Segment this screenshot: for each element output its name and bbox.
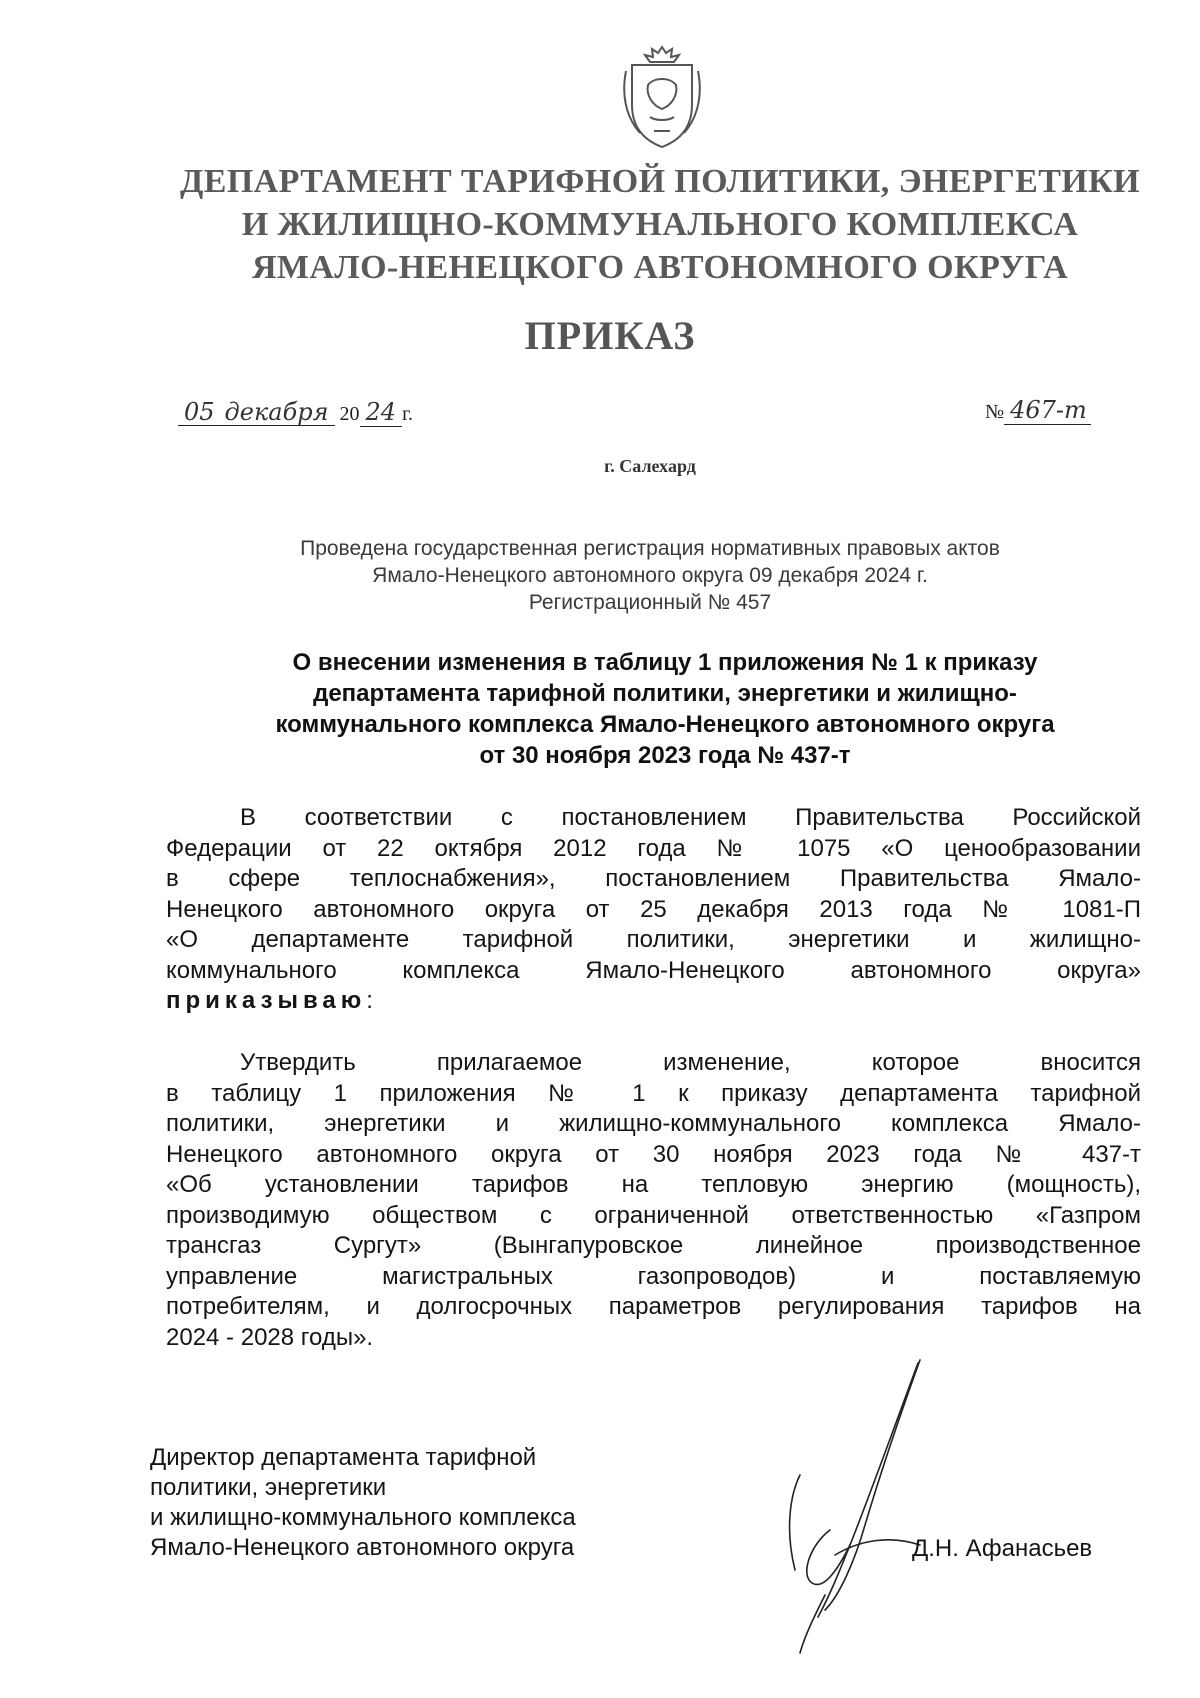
preamble-paragraph — [166, 803, 1141, 1017]
paragraph-line: 2024 - 2028 годы». — [166, 1323, 374, 1351]
subject-line: коммунального комплекса Ямало-Ненецкого автономного округа — [275, 711, 1055, 738]
order-date — [178, 398, 413, 426]
paragraph-line: Утвердить прилагаемое изменение, которое вносится — [240, 1049, 1141, 1076]
order-subject — [150, 647, 1180, 771]
order-number — [985, 396, 1091, 424]
registration-line: Ямало-Ненецкого автономного округа 09 декабря 2024 г. — [372, 564, 928, 587]
paragraph-line: коммунального комплекса Ямало-Ненецкого автономного округа» — [166, 956, 1141, 984]
paragraph-line: «О департаменте тарифной политики, энергетики и жилищно- — [166, 926, 1141, 953]
paragraph-line: политики, энергетики и жилищно-коммунального комплекса Ямало- — [166, 1110, 1141, 1137]
signatory-title-line: политики, энергетики — [150, 1474, 387, 1501]
signatory-title-line: и жилищно-коммунального комплекса — [150, 1504, 576, 1531]
paragraph-line: потребителям, и долгосрочных параметров регулирования тарифов на — [166, 1293, 1141, 1320]
date-month: декабря — [224, 398, 329, 426]
paragraph-line: в сфере теплоснабжения», постановлением Правительства Ямало- — [166, 865, 1141, 892]
number-prefix: № — [985, 401, 1005, 423]
date-year-suffix: 24 — [360, 398, 403, 427]
directive-punct: : — [366, 987, 373, 1014]
department-name — [120, 160, 1200, 289]
signatory-title-line: Директор департамента тарифной — [150, 1444, 537, 1471]
handwritten-signature — [770, 1355, 940, 1655]
paragraph-line: «Об установлении тарифов на тепловую энергию (мощность), — [166, 1171, 1141, 1198]
number-value: 467-т — [1004, 396, 1091, 425]
directive-line — [166, 986, 1141, 1017]
registration-line: Проведена государственная регистрация нормативных правовых актов — [300, 537, 1000, 560]
signatory-name: Д.Н. Афанасьев — [912, 1535, 1093, 1562]
paragraph-line: трансгаз Сургут» (Вынгапуровское линейное производственное — [166, 1232, 1141, 1259]
registration-note — [150, 535, 1150, 616]
paragraph-line: Федерации от 22 октября 2012 года № 1075 «О ценообразовании — [166, 834, 1141, 862]
date-suffix: г. — [402, 403, 414, 425]
date-year-prefix: 20 — [339, 403, 360, 425]
document-type-title: ПРИКАЗ — [524, 313, 696, 358]
paragraph-line: в таблицу 1 приложения № 1 к приказу департамента тарифной — [166, 1079, 1141, 1107]
subject-line: от 30 ноября 2023 года № 437-т — [479, 742, 851, 769]
signatory-title — [150, 1443, 576, 1563]
department-line: И ЖИЛИЩНО-КОММУНАЛЬНОГО КОМПЛЕКСА — [241, 206, 1079, 243]
operative-paragraph — [166, 1048, 1141, 1353]
subject-line: О внесении изменения в таблицу 1 приложения № 1 к приказу — [292, 649, 1038, 676]
paragraph-line: Ненецкого автономного округа от 30 ноября 2023 года № 437-т — [166, 1140, 1141, 1168]
subject-line: департамента тарифной политики, энергетики и жилищно- — [313, 680, 1017, 707]
city: г. Салехард — [604, 456, 696, 476]
registration-line: Регистрационный № 457 — [528, 591, 772, 614]
directive-word: приказываю — [166, 987, 367, 1014]
department-line: ЯМАЛО-НЕНЕЦКОГО АВТОНОМНОГО ОКРУГА — [251, 249, 1069, 286]
date-day: 05 — [184, 398, 215, 426]
department-line: ДЕПАРТАМЕНТ ТАРИФНОЙ ПОЛИТИКИ, ЭНЕРГЕТИКИ — [179, 163, 1141, 200]
paragraph-line: управление магистральных газопроводов) и поставляемую — [166, 1262, 1141, 1290]
paragraph-line: Ненецкого автономного округа от 25 декабря 2013 года № 1081-П — [166, 895, 1141, 923]
coat-of-arms-icon — [620, 45, 704, 149]
signatory-title-line: Ямало-Ненецкого автономного округа — [150, 1534, 575, 1561]
paragraph-line: В соответствии с постановлением Правительства Российской — [240, 804, 1141, 831]
paragraph-line: производимую обществом с ограниченной ответственностью «Газпром — [166, 1201, 1141, 1229]
